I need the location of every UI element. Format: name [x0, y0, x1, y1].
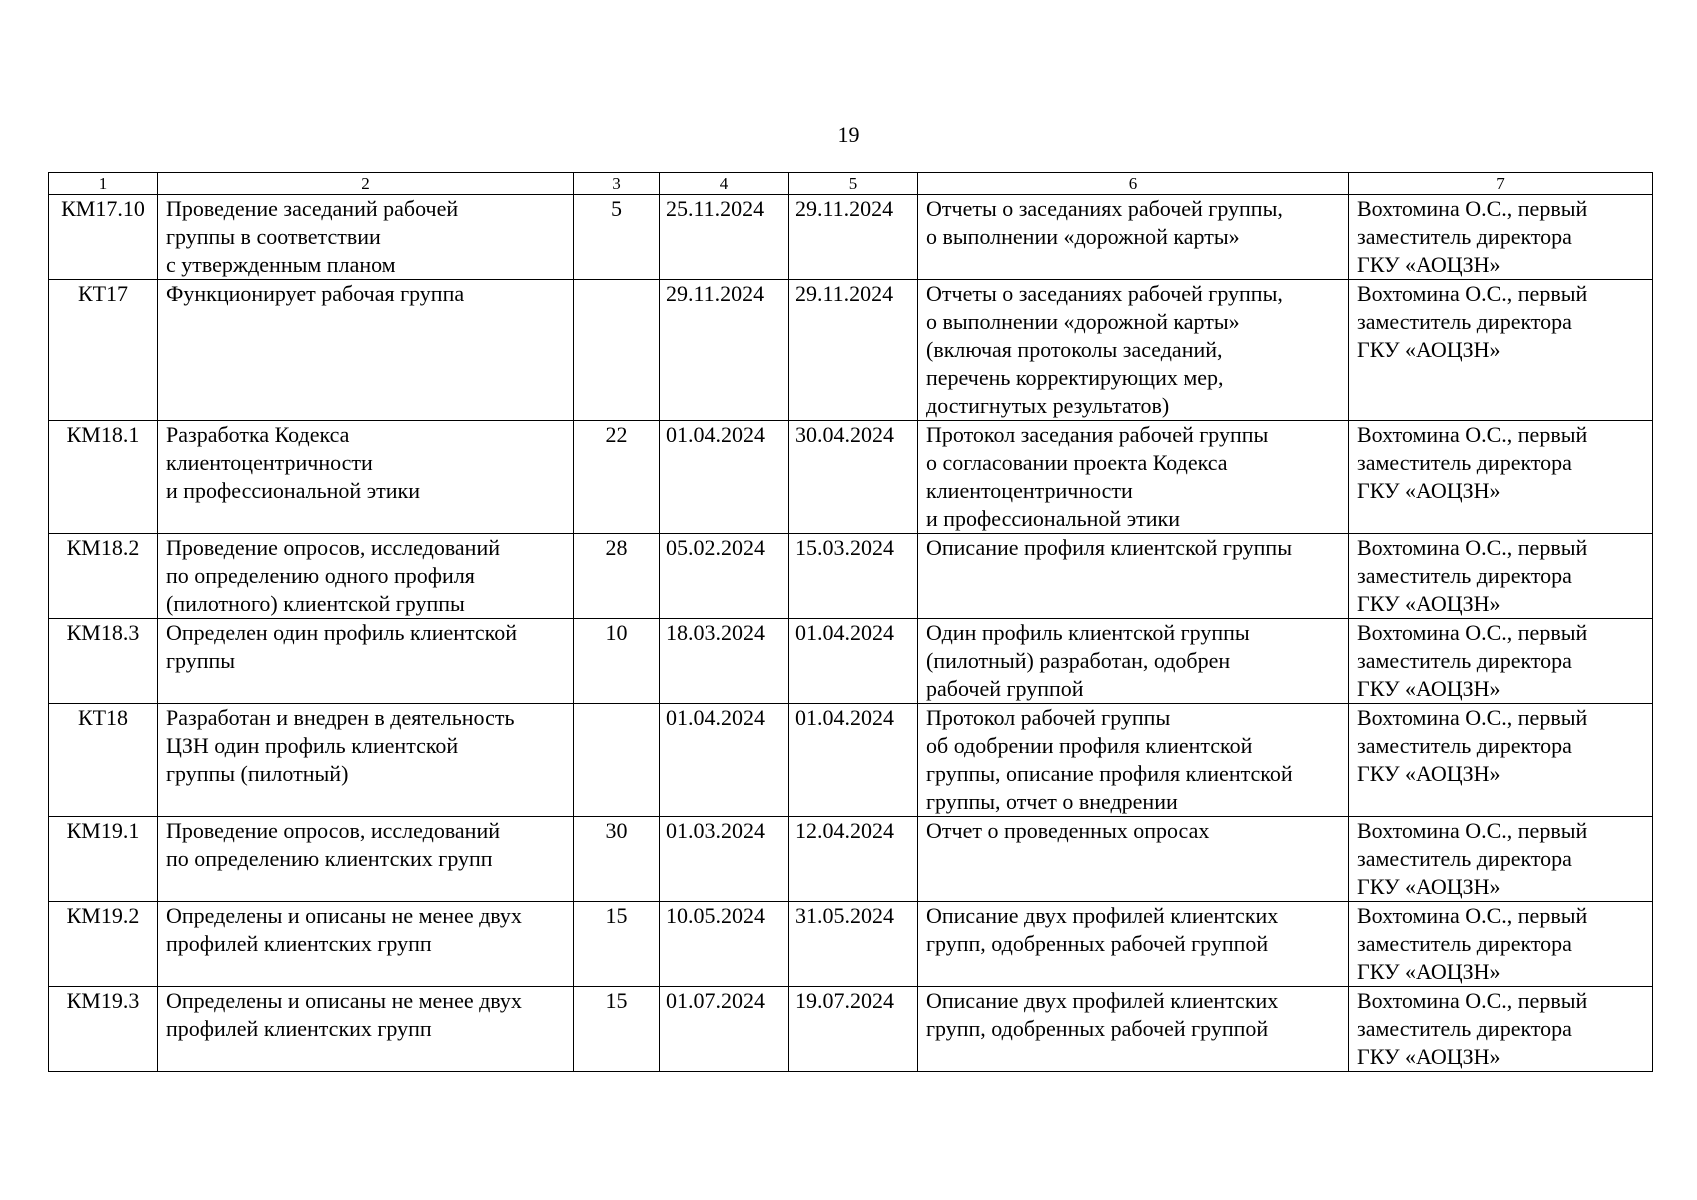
- cell-responsible-line: заместитель директора: [1357, 309, 1572, 334]
- cell-end-date: 15.03.2024: [789, 534, 918, 619]
- cell-responsible-line: Вохтомина О.С., первый: [1357, 281, 1588, 306]
- cell-result-line: клиентоцентричности: [926, 478, 1133, 503]
- cell-name: [158, 817, 574, 902]
- cell-name-line: группы в соответствии: [166, 224, 381, 249]
- cell-end-date: 30.04.2024: [789, 421, 918, 534]
- cell-name: [158, 534, 574, 619]
- cell-responsible-line: Вохтомина О.С., первый: [1357, 535, 1588, 560]
- table-row: [49, 704, 1653, 817]
- cell-responsible-line: Вохтомина О.С., первый: [1357, 705, 1588, 730]
- cell-start-date: 29.11.2024: [660, 280, 789, 421]
- column-number: 1: [49, 173, 158, 195]
- cell-name-line: Разработка Кодекса: [166, 422, 350, 447]
- cell-end-date: 01.04.2024: [789, 619, 918, 704]
- cell-responsible: [1349, 280, 1653, 421]
- cell-responsible-line: заместитель директора: [1357, 450, 1572, 475]
- cell-name-line: Проведение опросов, исследований: [166, 818, 500, 843]
- cell-name-line: по определению клиентских групп: [166, 846, 493, 871]
- cell-responsible-line: ГКУ «АОЦЗН»: [1357, 959, 1501, 984]
- table-row: [49, 619, 1653, 704]
- cell-result-line: (включая протоколы заседаний,: [926, 337, 1223, 362]
- cell-name-line: Функционирует рабочая группа: [166, 281, 465, 306]
- cell-end-date: 29.11.2024: [789, 195, 918, 280]
- cell-responsible: [1349, 421, 1653, 534]
- cell-name: [158, 280, 574, 421]
- cell-duration: 28: [574, 534, 660, 619]
- cell-name: [158, 421, 574, 534]
- page-number: 19: [837, 122, 860, 147]
- cell-name: [158, 987, 574, 1072]
- cell-responsible-line: ГКУ «АОЦЗН»: [1357, 676, 1501, 701]
- cell-name-line: ЦЗН один профиль клиентской: [166, 733, 459, 758]
- cell-result-line: (пилотный) разработан, одобрен: [926, 648, 1231, 673]
- cell-responsible-line: Вохтомина О.С., первый: [1357, 903, 1588, 928]
- cell-responsible-line: заместитель директора: [1357, 563, 1572, 588]
- cell-name-line: с утвержденным планом: [166, 252, 396, 277]
- cell-responsible: [1349, 619, 1653, 704]
- cell-name-line: Определены и описаны не менее двух: [166, 903, 522, 928]
- cell-responsible-line: ГКУ «АОЦЗН»: [1357, 478, 1501, 503]
- cell-name-line: клиентоцентричности: [166, 450, 373, 475]
- cell-result: [918, 195, 1349, 280]
- cell-code: КМ19.1: [49, 817, 158, 902]
- cell-code: КТ17: [49, 280, 158, 421]
- cell-name-line: группы (пилотный): [166, 761, 349, 786]
- cell-name: [158, 902, 574, 987]
- cell-result: [918, 704, 1349, 817]
- cell-start-date: 05.02.2024: [660, 534, 789, 619]
- cell-end-date: 19.07.2024: [789, 987, 918, 1072]
- cell-name: [158, 195, 574, 280]
- cell-result-line: Отчеты о заседаниях рабочей группы,: [926, 196, 1283, 221]
- cell-result-line: об одобрении профиля клиентской: [926, 733, 1253, 758]
- cell-responsible-line: Вохтомина О.С., первый: [1357, 620, 1588, 645]
- cell-responsible-line: ГКУ «АОЦЗН»: [1357, 337, 1501, 362]
- table-row: [49, 987, 1653, 1072]
- cell-result: [918, 534, 1349, 619]
- cell-responsible-line: Вохтомина О.С., первый: [1357, 422, 1588, 447]
- cell-responsible-line: ГКУ «АОЦЗН»: [1357, 761, 1501, 786]
- cell-result-line: и профессиональной этики: [926, 506, 1180, 531]
- cell-responsible-line: ГКУ «АОЦЗН»: [1357, 1044, 1501, 1069]
- column-number: 4: [660, 173, 789, 195]
- cell-result: [918, 619, 1349, 704]
- cell-name: [158, 619, 574, 704]
- cell-end-date: 31.05.2024: [789, 902, 918, 987]
- cell-responsible: [1349, 704, 1653, 817]
- cell-name-line: по определению одного профиля: [166, 563, 475, 588]
- cell-start-date: 01.03.2024: [660, 817, 789, 902]
- table-row: [49, 195, 1653, 280]
- cell-result-line: о выполнении «дорожной карты»: [926, 224, 1240, 249]
- table-row: [49, 421, 1653, 534]
- cell-duration: [574, 704, 660, 817]
- cell-responsible-line: заместитель директора: [1357, 1016, 1572, 1041]
- cell-result-line: групп, одобренных рабочей группой: [926, 931, 1269, 956]
- cell-result-line: Описание двух профилей клиентских: [926, 903, 1279, 928]
- column-number: 6: [918, 173, 1349, 195]
- cell-result: [918, 987, 1349, 1072]
- cell-code: КМ18.1: [49, 421, 158, 534]
- cell-name-line: группы: [166, 648, 236, 673]
- cell-responsible: [1349, 902, 1653, 987]
- column-number: 7: [1349, 173, 1653, 195]
- cell-name-line: и профессиональной этики: [166, 478, 420, 503]
- cell-result-line: о согласовании проекта Кодекса: [926, 450, 1228, 475]
- cell-result: [918, 817, 1349, 902]
- cell-code: КМ18.3: [49, 619, 158, 704]
- cell-responsible-line: заместитель директора: [1357, 648, 1572, 673]
- table-row: [49, 534, 1653, 619]
- cell-responsible-line: ГКУ «АОЦЗН»: [1357, 252, 1501, 277]
- cell-result-line: группы, отчет о внедрении: [926, 789, 1178, 814]
- cell-duration: 5: [574, 195, 660, 280]
- cell-code: КТ18: [49, 704, 158, 817]
- cell-responsible: [1349, 195, 1653, 280]
- column-number: 3: [574, 173, 660, 195]
- cell-result-line: рабочей группой: [926, 676, 1084, 701]
- column-number: 2: [158, 173, 574, 195]
- cell-responsible: [1349, 987, 1653, 1072]
- table-row: [49, 902, 1653, 987]
- column-number-row: [49, 173, 1653, 195]
- cell-result-line: группы, описание профиля клиентской: [926, 761, 1293, 786]
- cell-responsible-line: ГКУ «АОЦЗН»: [1357, 874, 1501, 899]
- cell-responsible-line: ГКУ «АОЦЗН»: [1357, 591, 1501, 616]
- cell-name: [158, 704, 574, 817]
- cell-end-date: 01.04.2024: [789, 704, 918, 817]
- cell-responsible-line: Вохтомина О.С., первый: [1357, 988, 1588, 1013]
- column-number: 5: [789, 173, 918, 195]
- cell-name-line: профилей клиентских групп: [166, 1016, 432, 1041]
- cell-code: КМ19.2: [49, 902, 158, 987]
- cell-responsible-line: заместитель директора: [1357, 846, 1572, 871]
- cell-responsible: [1349, 534, 1653, 619]
- cell-responsible-line: заместитель директора: [1357, 931, 1572, 956]
- cell-name-line: (пилотного) клиентской группы: [166, 591, 465, 616]
- cell-duration: 15: [574, 902, 660, 987]
- cell-start-date: 01.04.2024: [660, 704, 789, 817]
- cell-result-line: групп, одобренных рабочей группой: [926, 1016, 1269, 1041]
- cell-result-line: Протокол рабочей группы: [926, 705, 1171, 730]
- table-row: [49, 817, 1653, 902]
- cell-result-line: перечень корректирующих мер,: [926, 365, 1224, 390]
- cell-end-date: 12.04.2024: [789, 817, 918, 902]
- cell-name-line: Проведение заседаний рабочей: [166, 196, 459, 221]
- cell-result-line: Описание профиля клиентской группы: [926, 535, 1292, 560]
- cell-end-date: 29.11.2024: [789, 280, 918, 421]
- cell-start-date: 10.05.2024: [660, 902, 789, 987]
- cell-result-line: о выполнении «дорожной карты»: [926, 309, 1240, 334]
- cell-duration: 22: [574, 421, 660, 534]
- cell-result: [918, 280, 1349, 421]
- cell-name-line: Определены и описаны не менее двух: [166, 988, 522, 1013]
- cell-code: КМ17.10: [49, 195, 158, 280]
- cell-duration: 10: [574, 619, 660, 704]
- cell-responsible: [1349, 817, 1653, 902]
- cell-result-line: Отчеты о заседаниях рабочей группы,: [926, 281, 1283, 306]
- cell-result-line: Отчет о проведенных опросах: [926, 818, 1210, 843]
- plan-table: [48, 172, 1653, 1072]
- cell-result: [918, 902, 1349, 987]
- cell-result-line: достигнутых результатов): [926, 393, 1170, 418]
- table-body: [49, 195, 1653, 1072]
- cell-result-line: Протокол заседания рабочей группы: [926, 422, 1269, 447]
- cell-result: [918, 421, 1349, 534]
- table-row: [49, 280, 1653, 421]
- cell-responsible-line: заместитель директора: [1357, 733, 1572, 758]
- cell-duration: 15: [574, 987, 660, 1072]
- cell-name-line: Определен один профиль клиентской: [166, 620, 518, 645]
- cell-duration: 30: [574, 817, 660, 902]
- cell-start-date: 01.04.2024: [660, 421, 789, 534]
- cell-start-date: 18.03.2024: [660, 619, 789, 704]
- cell-name-line: профилей клиентских групп: [166, 931, 432, 956]
- cell-name-line: Проведение опросов, исследований: [166, 535, 500, 560]
- cell-duration: [574, 280, 660, 421]
- cell-name-line: Разработан и внедрен в деятельность: [166, 705, 515, 730]
- cell-start-date: 25.11.2024: [660, 195, 789, 280]
- cell-code: КМ19.3: [49, 987, 158, 1072]
- cell-responsible-line: заместитель директора: [1357, 224, 1572, 249]
- cell-responsible-line: Вохтомина О.С., первый: [1357, 196, 1588, 221]
- cell-start-date: 01.07.2024: [660, 987, 789, 1072]
- cell-responsible-line: Вохтомина О.С., первый: [1357, 818, 1588, 843]
- cell-result-line: Один профиль клиентской группы: [926, 620, 1250, 645]
- cell-code: КМ18.2: [49, 534, 158, 619]
- cell-result-line: Описание двух профилей клиентских: [926, 988, 1279, 1013]
